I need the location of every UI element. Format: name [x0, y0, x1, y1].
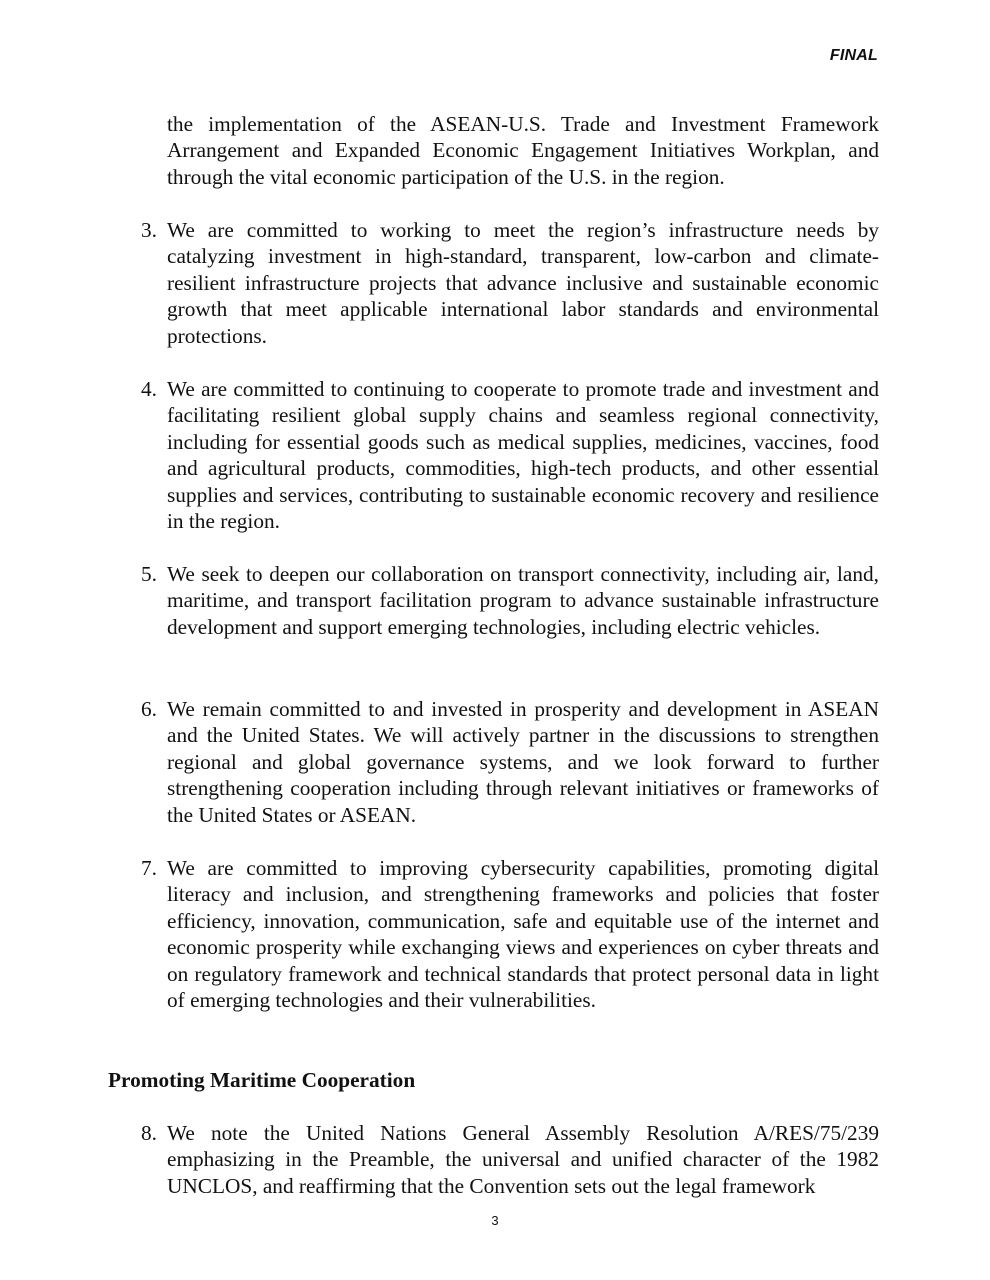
- item-text: We are committed to working to meet the region’s infrastructure needs by catalyzing investment in high-standard, transparent, low-carbon and climate-resilient infrastructure projects that advance inclusive and sustainable economic growth that meet applicable international labor standards and environmental protections.: [167, 218, 879, 348]
- item-number: 8.: [141, 1121, 157, 1145]
- item-number: 7.: [141, 856, 157, 880]
- section-heading: Promoting Maritime Cooperation: [108, 1068, 416, 1092]
- item-text: We are committed to improving cybersecurity capabilities, promoting digital literacy and inclusion, and strengthening frameworks and policies that foster efficiency, innovation, communication, safe and equitable use of the internet and economic prosperity while exchanging views and experiences on cyber threats and on regulatory framework and technical standards that protect personal data in light of emerging technologies and their vulnerabilities.: [167, 856, 879, 1013]
- continuation-paragraph: the implementation of the ASEAN-U.S. Trade and Investment Framework Arrangement and Expanded Economic Engagement Initiatives Workplan, and through the vital economic participation of the U.S. in the region.: [167, 112, 879, 189]
- item-number: 6.: [141, 697, 157, 721]
- item-number: 5.: [141, 562, 157, 586]
- final-marker: FINAL: [829, 47, 878, 64]
- item-number: 3.: [141, 218, 157, 242]
- item-text: We seek to deepen our collaboration on transport connectivity, including air, land, maritime, and transport facilitation program to advance sustainable infrastructure development and support emerging technologies, including electric vehicles.: [167, 562, 879, 639]
- page-number: 3: [491, 1213, 499, 1228]
- item-text: We are committed to continuing to cooperate to promote trade and investment and facilitating resilient global supply chains and seamless regional connectivity, including for essential goods such as medical supplies, medicines, vaccines, food and agricultural products, commodities, high-tech products, and other essential supplies and services, contributing to sustainable economic recovery and resilience in the region.: [167, 377, 879, 534]
- item-text: We remain committed to and invested in prosperity and development in ASEAN and the United States. We will actively partner in the discussions to strengthen regional and global governance systems, and we look forward to further strengthening cooperation including through relevant initiatives or frameworks of the United States or ASEAN.: [167, 697, 879, 827]
- item-number: 4.: [141, 377, 157, 401]
- item-text: We note the United Nations General Assembly Resolution A/RES/75/239 emphasizing in the Preamble, the universal and unified character of the 1982 UNCLOS, and reaffirming that the Convention sets out the legal framework: [167, 1121, 879, 1198]
